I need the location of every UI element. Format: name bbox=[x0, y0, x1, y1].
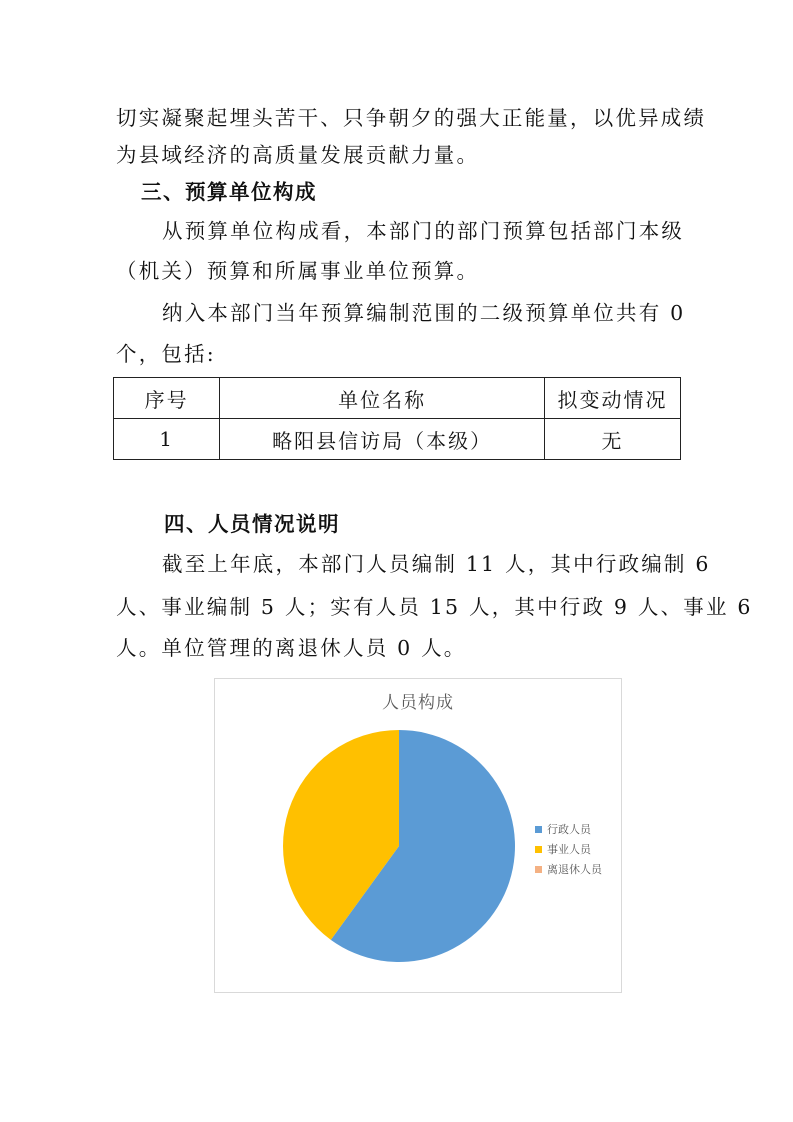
legend-swatch bbox=[535, 866, 542, 873]
chart-legend bbox=[535, 819, 602, 879]
paragraph-line: 为县域经济的高质量发展贡献力量。 bbox=[116, 143, 480, 167]
legend-item bbox=[535, 859, 602, 879]
table-header-cell: 拟变动情况 bbox=[544, 378, 680, 419]
legend-label: 离退休人员 bbox=[547, 863, 602, 876]
chart-title: 人员构成 bbox=[382, 693, 454, 713]
table-cell: 无 bbox=[544, 419, 680, 460]
budget-units-table bbox=[113, 377, 681, 460]
paragraph-line: 纳入本部门当年预算编制范围的二级预算单位共有 0 bbox=[162, 301, 686, 325]
legend-label: 行政人员 bbox=[547, 823, 591, 836]
legend-swatch bbox=[535, 826, 542, 833]
table-cell: 略阳县信访局（本级） bbox=[220, 419, 545, 460]
personnel-pie-chart bbox=[214, 678, 622, 993]
table-header-cell: 单位名称 bbox=[220, 378, 545, 419]
legend-item bbox=[535, 839, 602, 859]
table-header-row bbox=[114, 378, 681, 419]
legend-label: 事业人员 bbox=[547, 843, 591, 856]
table-cell: 1 bbox=[114, 419, 220, 460]
legend-swatch bbox=[535, 846, 542, 853]
section-heading-3: 三、预算单位构成 bbox=[141, 180, 317, 204]
paragraph-line: 人。单位管理的离退休人员 0 人。 bbox=[116, 636, 467, 660]
paragraph-line: 截至上年底，本部门人员编制 11 人，其中行政编制 6 bbox=[162, 552, 711, 576]
table-header-cell: 序号 bbox=[114, 378, 220, 419]
paragraph-line: 人、事业编制 5 人；实有人员 15 人，其中行政 9 人、事业 6 bbox=[116, 595, 753, 619]
paragraph-line: （机关）预算和所属事业单位预算。 bbox=[116, 259, 480, 283]
paragraph-line: 从预算单位构成看，本部门的部门预算包括部门本级 bbox=[162, 219, 685, 243]
legend-item bbox=[535, 819, 602, 839]
paragraph-line: 切实凝聚起埋头苦干、只争朝夕的强大正能量，以优异成绩 bbox=[116, 106, 707, 130]
section-heading-4: 四、人员情况说明 bbox=[164, 512, 340, 536]
paragraph-line: 个，包括: bbox=[116, 342, 216, 366]
table-row bbox=[114, 419, 681, 460]
